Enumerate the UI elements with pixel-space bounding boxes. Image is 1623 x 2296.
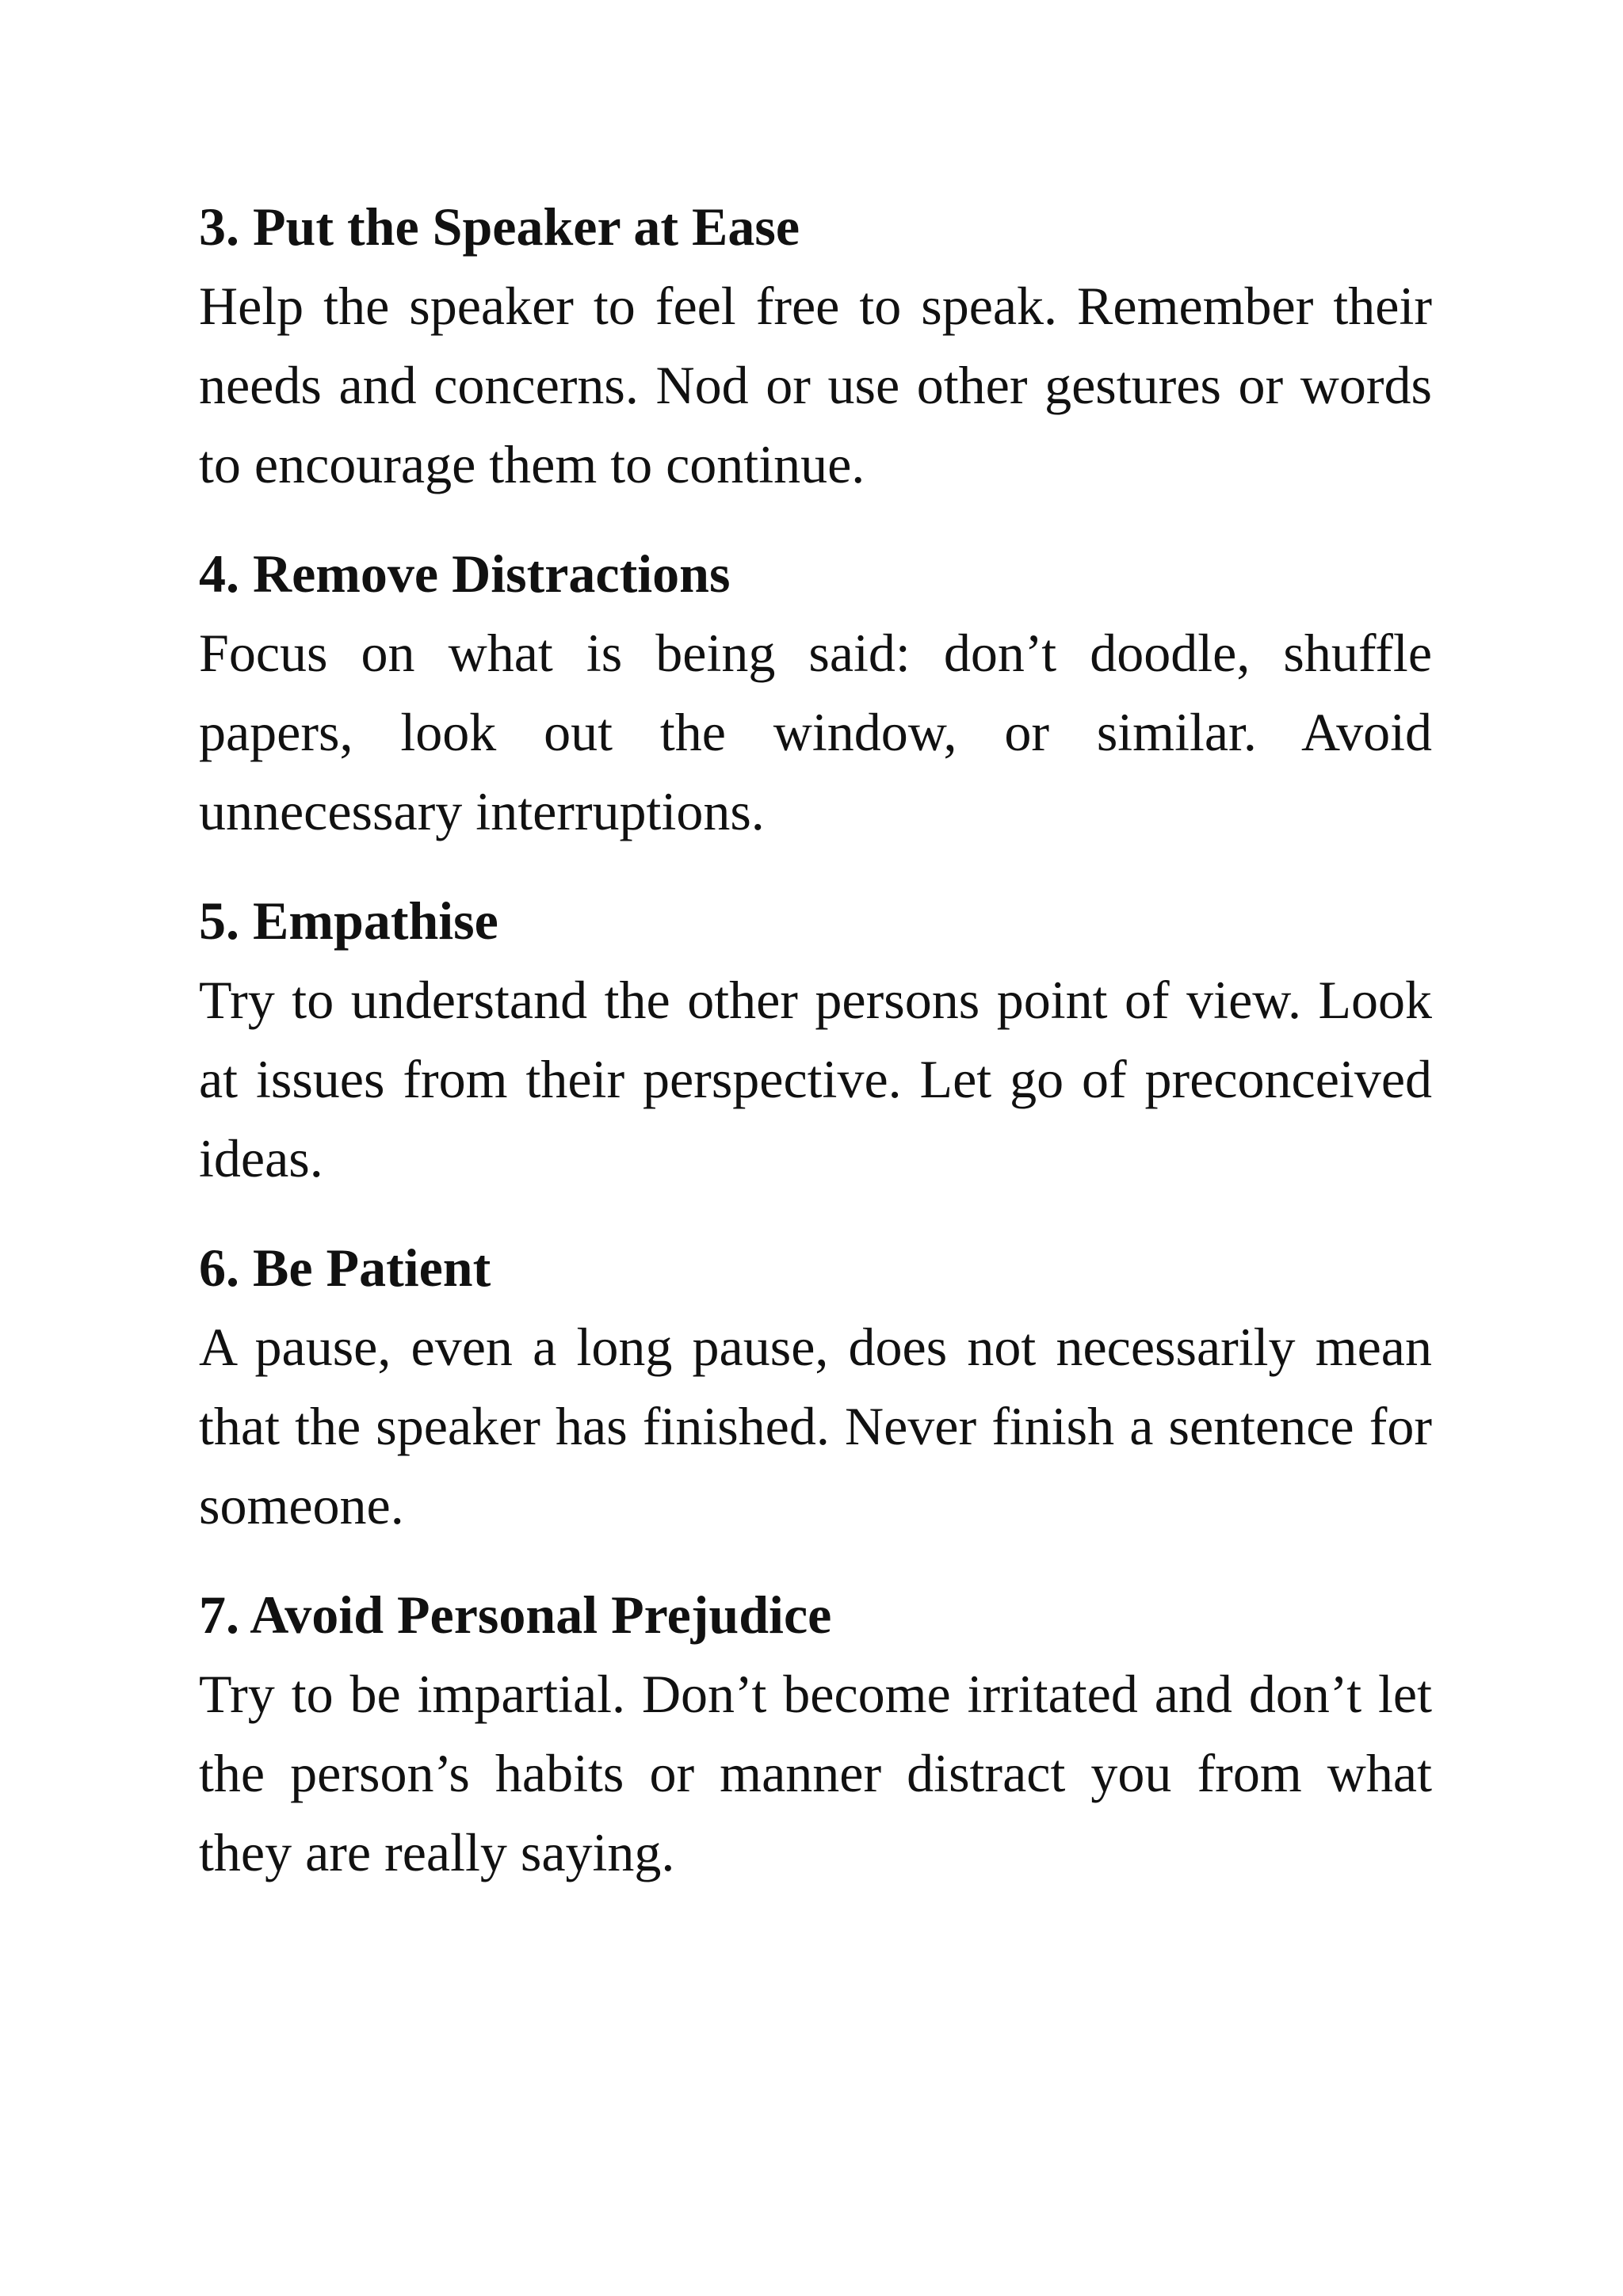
- section-body: Try to understand the other persons point of view. Look at issues from their perspective. Let go of preconceived ideas.: [199, 970, 1432, 1188]
- section-heading: 5. Empathise: [199, 891, 498, 951]
- section-heading: 4. Remove Distractions: [199, 543, 731, 604]
- section-body: Help the speaker to feel free to speak. Remember their needs and concerns. Nod or use other gestures or words to encourage them to continue.: [199, 276, 1432, 494]
- section-be-patient: [199, 1228, 1432, 1545]
- section-heading: 7. Avoid Personal Prejudice: [199, 1585, 832, 1645]
- section-body: A pause, even a long pause, does not necessarily mean that the speaker has finished. Never finish a sentence for someone.: [199, 1317, 1432, 1535]
- section-heading: 3. Put the Speaker at Ease: [199, 196, 800, 257]
- section-empathise: [199, 881, 1432, 1198]
- section-body: Try to be impartial. Don’t become irritated and don’t let the person’s habits or manner distract you from what they are really saying.: [199, 1664, 1432, 1882]
- section-remove-distractions: [199, 534, 1432, 851]
- section-avoid-personal-prejudice: [199, 1575, 1432, 1892]
- document-content: [199, 187, 1432, 1922]
- section-body: Focus on what is being said: don’t doodle, shuffle papers, look out the window, or similar. Avoid unnecessary interruptions.: [199, 623, 1432, 841]
- section-put-speaker-at-ease: [199, 187, 1432, 504]
- section-heading: 6. Be Patient: [199, 1238, 491, 1298]
